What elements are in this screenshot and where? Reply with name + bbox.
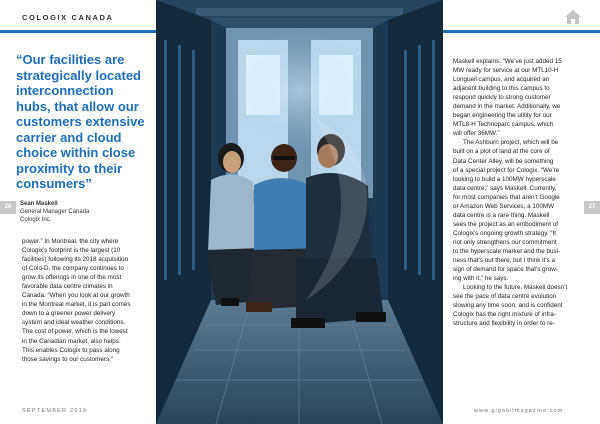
paragraph [453, 57, 581, 138]
text-line: in the Montreal market, it is part comes [22, 301, 131, 309]
accent-rule-left [0, 30, 156, 33]
text-line: structure and flexibility in order to re- [453, 320, 555, 328]
pull-quote-line: strategically located [16, 67, 141, 83]
text-line: to the hyperscale market and the busi- [453, 247, 561, 255]
author-company: Cologix Inc. [20, 217, 52, 223]
text-line: This enables Cologix to pass along [22, 346, 120, 354]
text-line: grow its offerings in one of the most [22, 274, 122, 282]
pull-quote-line: “Our facilities are [16, 52, 125, 67]
text-line: data centre is a rare thing. Maskell [453, 211, 550, 219]
text-line: demand in the market. Additionally, we [453, 103, 561, 111]
text-line: those savings to our customers,” [22, 355, 113, 363]
text-line: MW ready for service at our MTL10-H [453, 67, 559, 75]
data-centre-photo [156, 0, 443, 424]
text-line: will offer 36MW.” [453, 130, 500, 138]
text-line: MTL8-H Technoparc campus, which [453, 121, 554, 129]
pull-quote-line: carrier and cloud [16, 129, 122, 145]
text-line: in the Canadian market, also helps. [22, 337, 121, 345]
paragraph [453, 283, 581, 328]
text-line: power.” In Montreal, the city where [22, 238, 119, 245]
text-line: data centre,” says Maskell. Currently, [453, 184, 557, 192]
text-line: ness that’s out there, but I think it’s a [453, 257, 555, 265]
text-line: respond quickly to strong customer [453, 94, 551, 102]
pull-quote-line: hubs, that allow our [16, 98, 139, 114]
pull-quote-line: interconnection [16, 83, 114, 98]
text-line: slowing any time soon, and is confident [453, 302, 563, 310]
accent-rule-right [443, 30, 600, 33]
text-line: Looking to the future, Maskell doesn’t [463, 284, 568, 292]
paragraph [453, 138, 581, 283]
text-line: ing with it,” he says. [453, 275, 509, 283]
pull-quote-line: choice within close [16, 145, 136, 160]
author-name: Sean Maskell [20, 201, 58, 207]
text-line: Canada. “When you look at our growth [22, 292, 130, 300]
pull-quote-line: proximity to their [16, 160, 123, 176]
issue-date: SEPTEMBER 2019 [22, 408, 88, 414]
text-line: The cost of power, which is the lowest [22, 328, 128, 336]
body-column-left [22, 237, 145, 364]
quote-attribution [20, 200, 89, 224]
text-line: Cologix’s footprint is the largest (10 [22, 247, 121, 255]
text-line: began engineering the utility for our [453, 112, 552, 120]
text-line: adjacent building to this campus to [453, 85, 550, 93]
website-link[interactable]: www.gigabitmagazine.com [474, 408, 564, 414]
text-line: Longueil campus, and acquired an [453, 76, 550, 84]
text-line: of a special project for Cologix. “We’re [453, 166, 560, 174]
text-line: built on a plot of land at the core of [453, 148, 550, 156]
data-centre-illustration [156, 0, 443, 424]
author-title: General Manager Canada [20, 209, 90, 215]
text-line: sign of demand for space that’s grow- [453, 266, 558, 274]
text-line: for most companies that aren’t Google [453, 193, 560, 201]
text-line: see the pace of data centre evolution [453, 293, 557, 301]
pull-quote-line: customers extensive [16, 114, 145, 129]
text-line: system and ideal weather conditions. [22, 319, 126, 327]
pull-quote [16, 52, 150, 192]
section-title: COLOGIX CANADA [22, 13, 114, 22]
text-line: down to a greener power delivery [22, 310, 116, 318]
page-number-left: 26 [0, 201, 16, 214]
text-line: or Amazon Web Services, a 100MW [453, 202, 555, 210]
text-line: The Ashburn project, which will be [463, 139, 559, 147]
text-line: favorable data centre climates in [22, 283, 113, 291]
text-line: Cologix has the right mixture of infra- [453, 311, 556, 319]
text-line: of Colo-D, the company continues to [22, 265, 124, 273]
text-line: not only strengthens our commitment [453, 238, 557, 246]
text-line: Data Center Alley, will be something [453, 157, 554, 165]
text-line: sees the project as an embodiment of [453, 220, 559, 228]
text-line: Cologix’s ongoing growth strategy. “It [453, 229, 557, 237]
home-icon[interactable] [564, 9, 582, 25]
pull-quote-line: consumers” [16, 176, 92, 191]
page-number-right: 27 [584, 201, 600, 214]
text-line: looking to build a 100MW hyperscale [453, 175, 556, 183]
body-column-right [453, 57, 581, 328]
text-line: Maskell explains. “We’ve just added 15 [453, 58, 562, 65]
text-line: facilities) following its 2018 acquisition [22, 256, 129, 264]
